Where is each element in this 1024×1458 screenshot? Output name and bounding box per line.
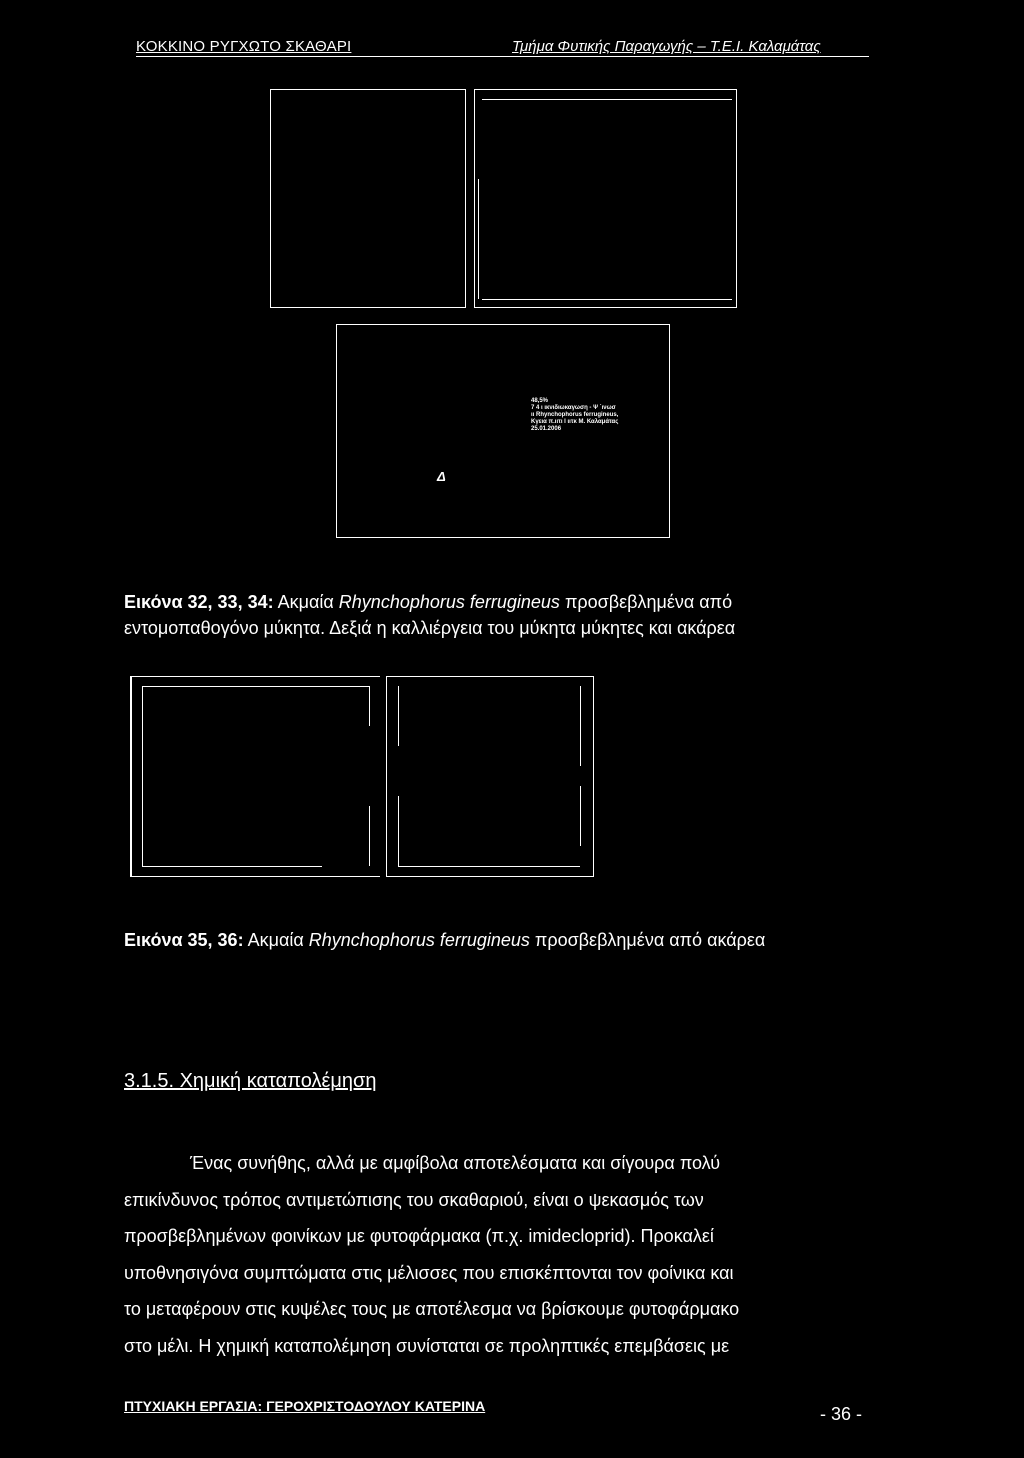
paragraph-line: επικίνδυνος τρόπος αντιμετώπισης του σκαθαριού, είναι ο ψεκασμός των bbox=[124, 1189, 704, 1210]
header-rule bbox=[136, 56, 869, 57]
paragraph-line: προσβεβλημένων φοινίκων με φυτοφάρμακα (π.χ. imidecloprid). Προκαλεί bbox=[124, 1226, 714, 1246]
section-heading: 3.1.5. Χημική καταπολέμηση bbox=[124, 1070, 377, 1092]
footer-author: ΠΤΥΧΙΑΚΗ ΕΡΓΑΣΙΑ: ΓΕΡΟΧΡΙΣΤΟΔΟΥΛΟΥ ΚΑΤΕΡΙΝΑ bbox=[124, 1398, 486, 1414]
caption-figures-32-34: Εικόνα 32, 33, 34: Ακμαία Rhynchophorus ferrugineus προσβεβλημένα από εντομοπαθογόνο μύκητα. Δεξιά η καλλιέργεια του μύκητα μύκητες και ακάρεα bbox=[124, 592, 736, 638]
photo-34 bbox=[336, 324, 670, 538]
photo-33 bbox=[474, 89, 737, 308]
header-right: Τμήμα Φυτικής Παραγωγής – Τ.Ε.Ι. Καλαμάτας bbox=[512, 38, 821, 55]
body-paragraph bbox=[124, 1145, 870, 1364]
page-number: - 36 - bbox=[820, 1404, 863, 1424]
paragraph-line: Ένας συνήθης, αλλά με αμφίβολα αποτελέσματα και σίγουρα πολύ bbox=[190, 1153, 721, 1173]
paragraph-line: υποθνησιγόνα συμπτώματα στις μέλισσες που επισκέπτονται τον φοίνικα και bbox=[124, 1262, 734, 1283]
photo-36 bbox=[386, 676, 594, 877]
caption-figures-35-36: Εικόνα 35, 36: Ακμαία Rhynchophorus ferrugineus προσβεβλημένα από ακάρεα bbox=[124, 930, 766, 950]
photo-32 bbox=[270, 89, 466, 308]
photo-35 bbox=[130, 676, 380, 877]
header-left: ΚΟΚΚΙΝΟ ΡΥΓΧΩΤΟ ΣΚΑΘΑΡΙ bbox=[136, 38, 352, 55]
paragraph-line: στο μέλι. Η χημική καταπολέμηση συνίσταται σε προληπτικές επεμβάσεις με bbox=[124, 1335, 730, 1356]
paragraph-line: το μεταφέρουν στις κυψέλες τους με αποτέλεσμα να βρίσκουμε φυτοφάρμακο bbox=[124, 1299, 740, 1319]
photo-34-label: 48,5% 7 4 ι ικνιδιωκαγωση - Ψ ΄ινωσ ιι Rhynchophorus ferrugineus, Κγεια π.ιιτι Ι ιιτκ Μ. Καλαμάτας 25.01.2006 bbox=[531, 398, 619, 432]
photo-34-mark: Δ bbox=[437, 469, 446, 484]
